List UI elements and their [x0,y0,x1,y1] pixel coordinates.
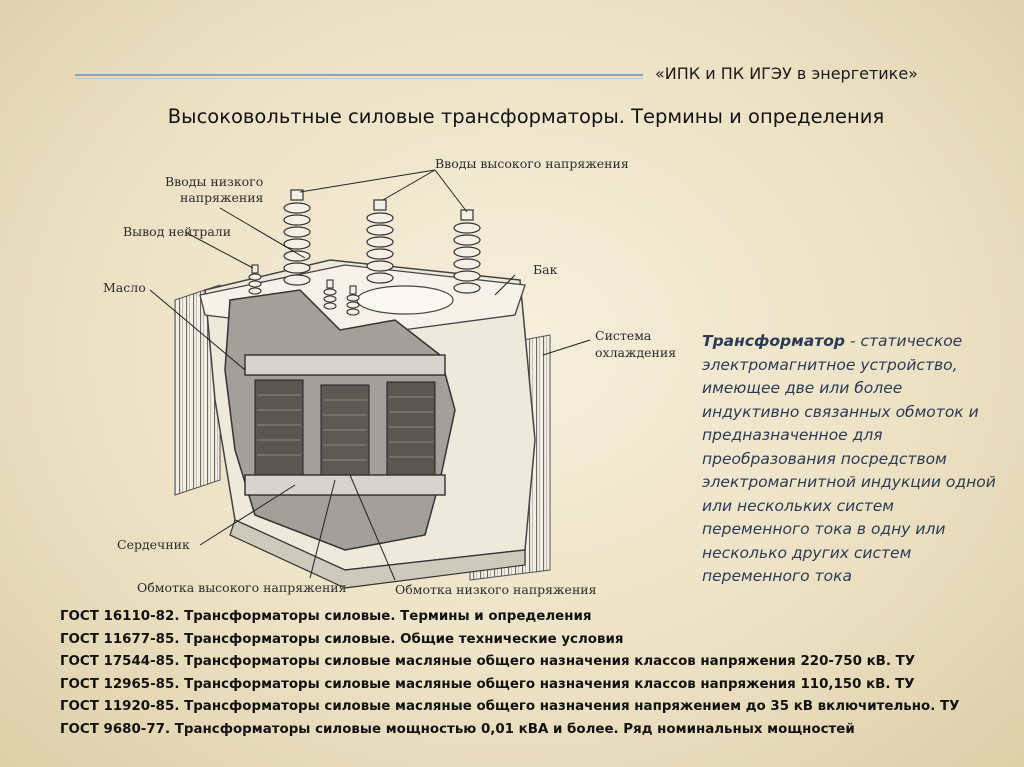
standard-item: ГОСТ 12965-85. Трансформаторы силовые масляные общего назначения классов напряжения 110,150 кВ. ТУ [60,676,915,692]
header-rule [75,74,643,76]
label-cooling-line2: охлаждения [595,345,677,360]
standard-item: ГОСТ 9680-77. Трансформаторы силовые мощностью 0,01 кВА и более. Ряд номинальных мощностей [60,721,855,737]
label-oil: Масло [103,280,146,295]
label-cooling-line1: Система [595,328,652,343]
standard-item: ГОСТ 11920-85. Трансформаторы силовые масляные общего назначения напряжением до 35 кВ включительно. ТУ [60,699,960,714]
label-lv-bushings-line2: напряжения [180,190,264,205]
transformer-illustration [95,150,695,610]
core-top-yoke [245,355,445,375]
label-neutral: Вывод нейтрали [123,224,232,239]
label-tank: Бак [533,262,558,277]
definition-term: Трансформатор [702,332,846,350]
standard-item: ГОСТ 16110-82. Трансформаторы силовые. Термины и определения [60,609,592,624]
label-hv-winding: Обмотка высокого напряжения [137,580,347,595]
windings [255,380,435,475]
definition-text: - статическое электромагнитное устройство, имеющее две или более индуктивно связанных обмоток и предназначенное для преобразования посредством электромагнитной индукции одной или нескольких систем переменного тока в одну или несколько других систем переменного тока [702,332,996,585]
organization-name: «ИПК и ПК ИГЭУ в энергетике» [655,64,918,83]
label-hv-bushings: Вводы высокого напряжения [435,156,629,171]
header-rule-thin [75,78,643,79]
core-bottom-yoke [245,475,445,495]
slide-title: Высоковольтные силовые трансформаторы. Термины и определения [167,105,885,128]
standards-list [60,606,1020,741]
label-lv-winding: Обмотка низкого напряжения [395,582,597,597]
standard-item: ГОСТ 17544-85. Трансформаторы силовые масляные общего назначения классов напряжения 220-750 кВ. ТУ [60,654,916,669]
label-core: Сердечник [117,537,190,552]
label-lv-bushings-line1: Вводы низкого [165,174,264,189]
standard-item: ГОСТ 11677-85. Трансформаторы силовые. Общие технические условия [60,631,624,647]
transformer-definition [702,330,1002,589]
